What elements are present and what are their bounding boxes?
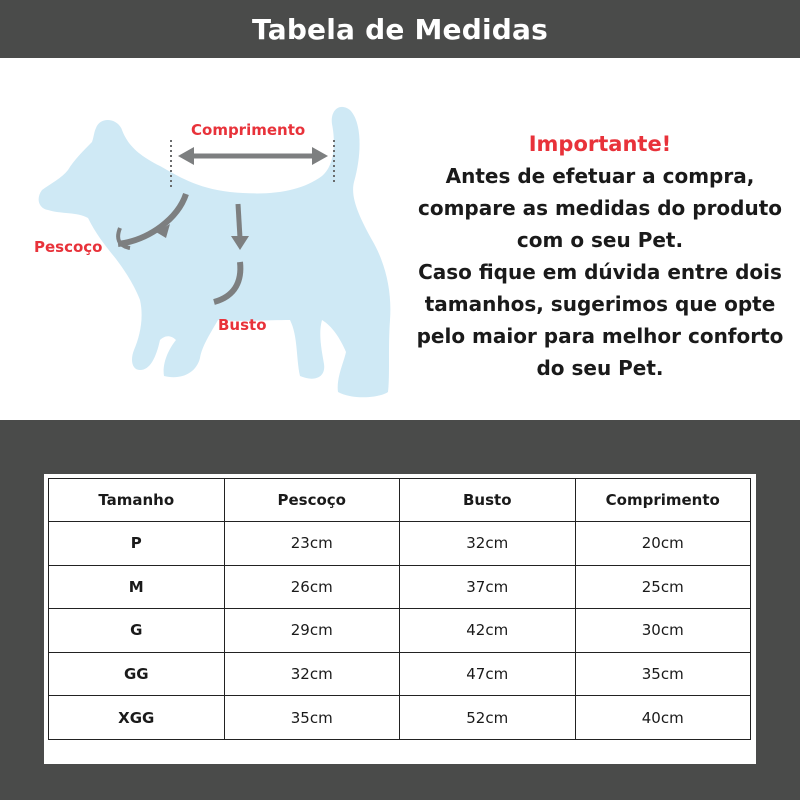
- notice-heading: Importante!: [528, 132, 672, 156]
- size-cell: XGG: [49, 696, 225, 740]
- column-header-chest: Busto: [400, 479, 576, 522]
- page-title: Tabela de Medidas: [252, 12, 548, 46]
- neck-cell: 23cm: [224, 522, 400, 566]
- size-cell: P: [49, 522, 225, 566]
- notice-line: com o seu Pet.: [516, 228, 684, 252]
- column-header-length: Comprimento: [575, 479, 751, 522]
- neck-cell: 26cm: [224, 565, 400, 609]
- table-row: [49, 522, 751, 566]
- notice-line: do seu Pet.: [536, 356, 664, 380]
- notice-line: tamanhos, sugerimos que opte: [424, 292, 776, 316]
- size-table-panel: [0, 420, 800, 800]
- length-cell: 40cm: [575, 696, 751, 740]
- important-notice: [410, 128, 790, 384]
- length-label: Comprimento: [191, 121, 306, 139]
- table-row: [49, 652, 751, 696]
- notice-line: compare as medidas do produto: [417, 196, 783, 220]
- chest-cell: 47cm: [400, 652, 576, 696]
- notice-line: Antes de efetuar a compra,: [445, 164, 755, 188]
- table-row: [49, 565, 751, 609]
- chest-cell: 42cm: [400, 609, 576, 653]
- size-table-card: [44, 474, 756, 764]
- size-cell: G: [49, 609, 225, 653]
- header-bar: [0, 0, 800, 58]
- length-arrow-icon: [178, 147, 328, 165]
- chest-cell: 52cm: [400, 696, 576, 740]
- neck-cell: 35cm: [224, 696, 400, 740]
- column-header-size: Tamanho: [49, 479, 225, 522]
- size-cell: GG: [49, 652, 225, 696]
- length-cell: 20cm: [575, 522, 751, 566]
- chest-cell: 32cm: [400, 522, 576, 566]
- length-cell: 25cm: [575, 565, 751, 609]
- chest-label: Busto: [218, 316, 267, 334]
- neck-cell: 29cm: [224, 609, 400, 653]
- table-header-row: [49, 479, 751, 522]
- table-row: [49, 609, 751, 653]
- dog-measurement-illustration: [0, 58, 800, 420]
- column-header-neck: Pescoço: [224, 479, 400, 522]
- length-cell: 35cm: [575, 652, 751, 696]
- size-cell: M: [49, 565, 225, 609]
- neck-label: Pescoço: [34, 238, 103, 256]
- chest-cell: 37cm: [400, 565, 576, 609]
- size-table: [48, 478, 751, 740]
- neck-cell: 32cm: [224, 652, 400, 696]
- length-cell: 30cm: [575, 609, 751, 653]
- notice-line: pelo maior para melhor conforto: [416, 324, 784, 348]
- table-row: [49, 696, 751, 740]
- notice-line: Caso fique em dúvida entre dois: [418, 260, 782, 284]
